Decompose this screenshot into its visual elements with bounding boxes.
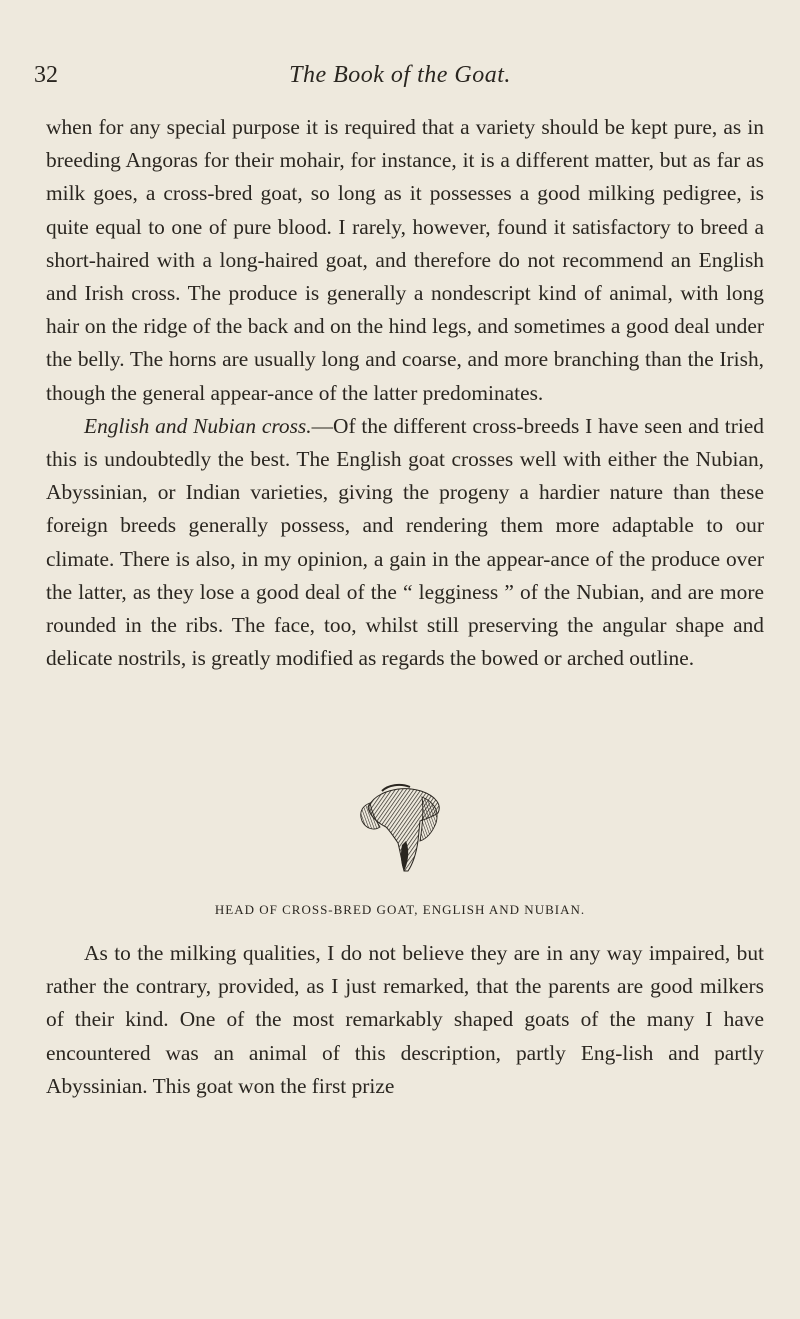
paragraph-3: As to the milking qualities, I do not believe they are in any way impaired, but rather the contrary, provided, as I just remarked, that the parents are good milkers of their kind. One of the most remarkably shaped goats of the many I have encountered was an animal of this description, partly Eng-lish and partly Abyssinian. This goat won the first prize <box>46 941 764 1098</box>
paragraph-2-heading: English and Nubian cross. <box>84 413 312 438</box>
text-block-upper <box>46 111 764 675</box>
goat-head-engraving-icon <box>346 781 456 873</box>
page-header <box>0 62 800 102</box>
page-number: 32 <box>34 62 58 88</box>
paragraph-1: when for any special purpose it is required that a variety should be kept pure, as in breeding Angoras for their mohair, for instance, it is a different matter, but as far as milk goes, a cross-bred goat, so long as it possesses a good milking pedigree, is quite equal to one of pure blood. I rarely, however, found it satisfactory to breed a short-haired with a long-haired goat, and therefore do not recommend an English and Irish cross. The produce is generally a nondescript kind of animal, with long hair on the ridge of the back and on the hind legs, and sometimes a good deal under the belly. The horns are usually long and coarse, and more branching than the Irish, though the general appear-ance of the latter predominates. <box>46 115 764 405</box>
paragraph-2 <box>46 410 764 676</box>
paragraph-2-text: —Of the different cross-breeds I have seen and tried this is undoubtedly the best. The English goat crosses well with either the Nubian, Abyssinian, or Indian varieties, giving the progeny a hardier nature than these foreign breeds generally possess, and rendering them more adaptable to our climate. There is also, in my opinion, a gain in the appear-ance of the produce over the latter, as they lose a good deal of the “ legginess ” of the Nubian, and are more rounded in the ribs. The face, too, whilst still preserving the angular shape and delicate nostrils, is greatly modified as regards the bowed or arched outline. <box>46 413 764 671</box>
running-title: The Book of the Goat. <box>289 62 511 88</box>
text-block-lower <box>46 937 764 1103</box>
figure-caption: HEAD OF CROSS-BRED GOAT, ENGLISH AND NUBIAN. <box>214 902 586 917</box>
